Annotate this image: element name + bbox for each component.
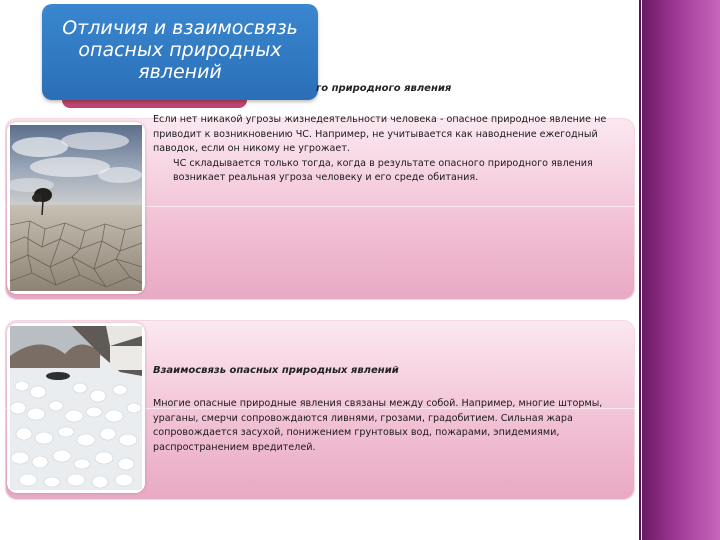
relationship-text: Многие опасные природные явления связаны между собой. Например, многие штормы, ураганы, смерчи сопровождаются ливнями, грозами, градобитием. Сильная жара сопровождается засухой, понижением грунтовых вод, пожарами, эпидемиями, распространением вредителей. (153, 398, 603, 453)
paragraph-emergency: ЧС складывается только тогда, когда в результате опасного природного явления возникает реальная угроза человеку и его среде обитания. (173, 157, 593, 184)
drought-image (10, 125, 142, 291)
paragraph-no-threat: Если нет никакой угрозы жизнедеятельности человека - опасное природное явление не приводит к возникновению ЧС. Например, не учитывается как наводнение ежегодный паводок, если он никому не угрожает. (153, 114, 607, 155)
heading-differences: го природного явления (316, 83, 452, 94)
decorative-divider (639, 0, 641, 540)
decorative-side-strip (642, 0, 720, 540)
heading-relationship: Взаимосвязь опасных природных явлений (153, 365, 399, 376)
slide-title: Отличия и взаимосвязь опасных природных явлений (42, 4, 318, 100)
hail-image (10, 326, 142, 490)
differences-text (153, 113, 633, 186)
